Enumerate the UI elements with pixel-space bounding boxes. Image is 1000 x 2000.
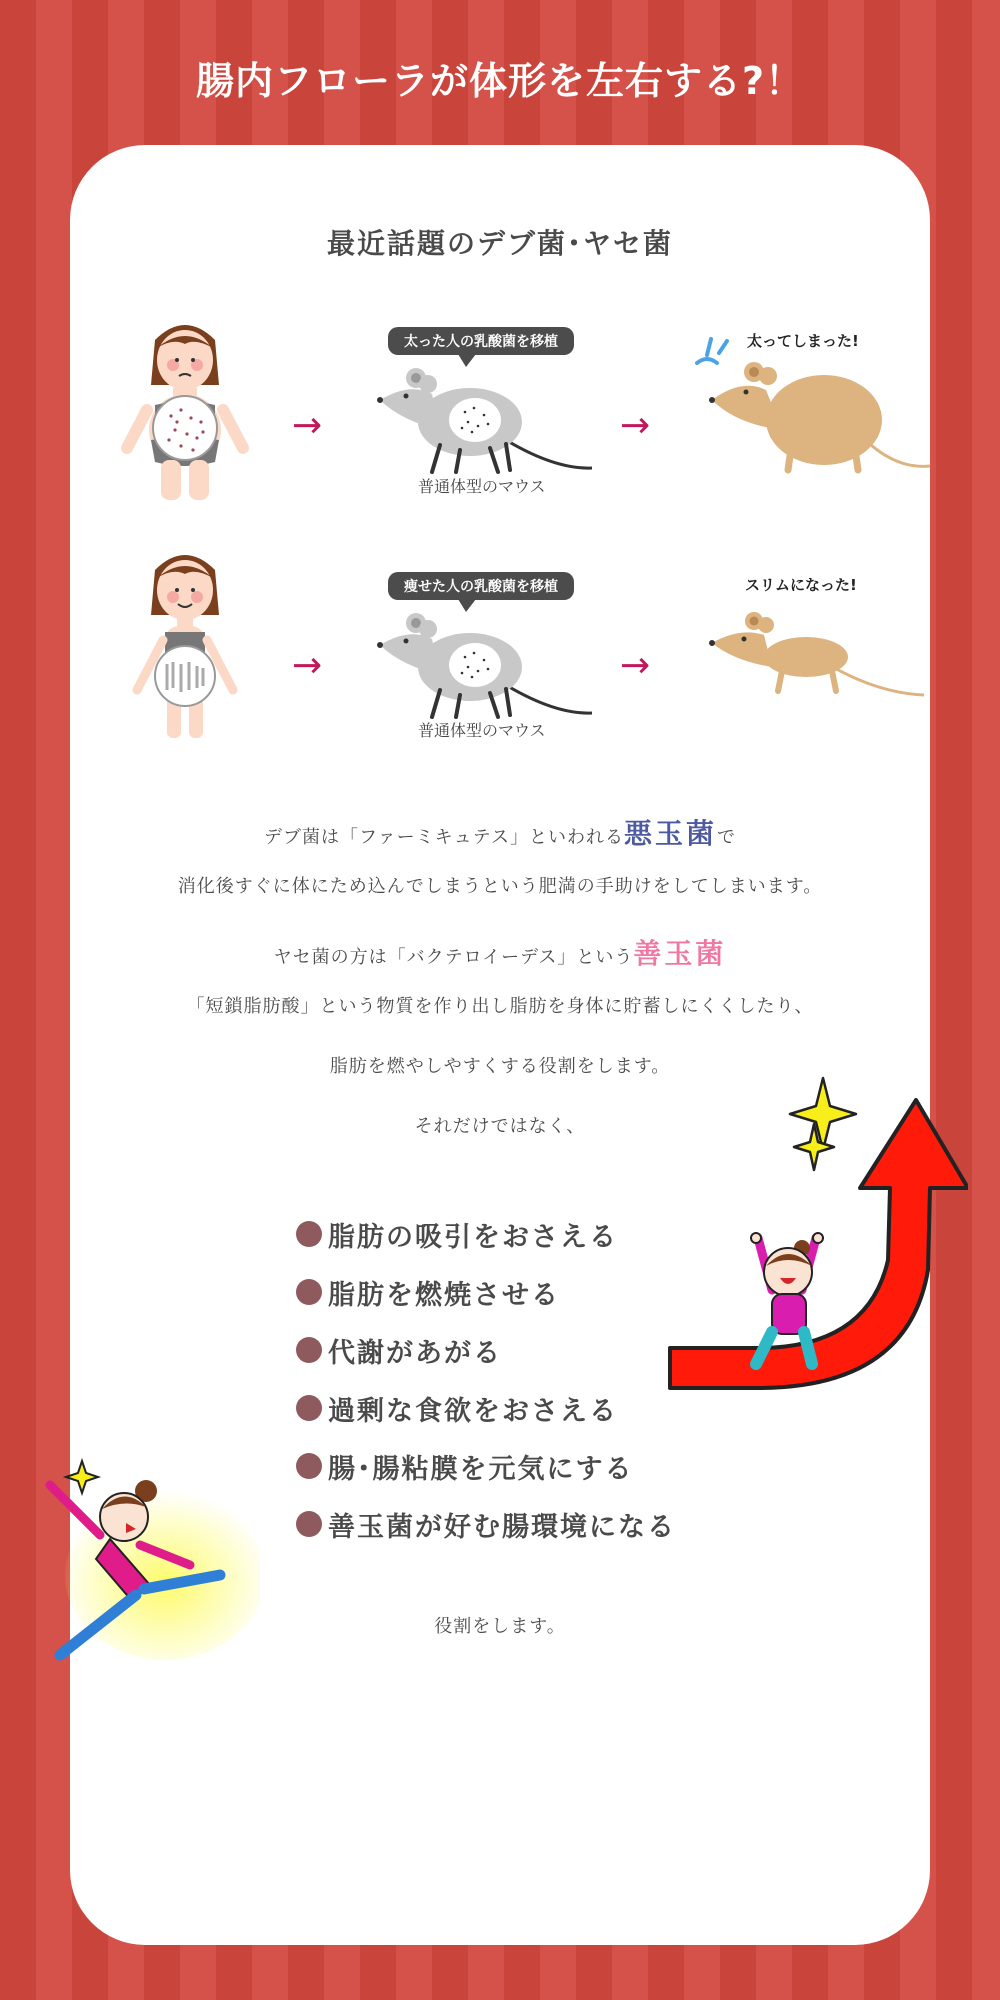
list-item bbox=[296, 1205, 676, 1263]
list-item bbox=[296, 1495, 676, 1553]
description-text: ヤセ菌の方は「バクテロイーデス」という bbox=[273, 947, 634, 968]
description-text: で bbox=[716, 827, 736, 848]
arrow-icon: → bbox=[292, 405, 323, 446]
description-line-3 bbox=[0, 932, 1000, 972]
sparkle-icon bbox=[792, 1122, 836, 1172]
woman-chubby-icon bbox=[115, 310, 255, 510]
list-item bbox=[296, 1437, 676, 1495]
mouse-caption: 普通体型のマウス bbox=[418, 477, 546, 496]
gray-mouse-icon bbox=[370, 605, 595, 720]
arrow-icon: → bbox=[620, 405, 651, 446]
bullet-icon bbox=[296, 1279, 322, 1305]
closing-text: 役割をします。 bbox=[434, 1616, 566, 1637]
bullet-icon bbox=[296, 1395, 322, 1421]
result-slim-label: スリムになった! bbox=[745, 576, 857, 594]
description-line-4: 「短鎖脂肪酸」という物質を作り出し脂肪を身体に貯蓄しにくくしたり、 bbox=[186, 996, 814, 1017]
transplant-bubble-slim: 痩せた人の乳酸菌を移植 bbox=[388, 572, 574, 600]
section-subtitle: 最近話題のデブ菌･ヤセ菌 bbox=[326, 227, 673, 260]
bullet-icon bbox=[296, 1221, 322, 1247]
bullet-icon bbox=[296, 1337, 322, 1363]
list-item bbox=[296, 1379, 676, 1437]
list-item-label: 腸･腸粘膜を元気にする bbox=[328, 1453, 634, 1485]
list-item-label: 善玉菌が好む腸環境になる bbox=[328, 1511, 676, 1543]
benefits-list bbox=[296, 1205, 676, 1553]
arrow-icon: → bbox=[292, 645, 323, 686]
transplant-bubble-fat: 太った人の乳酸菌を移植 bbox=[388, 327, 574, 355]
arrow-icon: → bbox=[620, 645, 651, 686]
chubby-mouse-icon bbox=[706, 350, 931, 475]
gray-mouse-icon bbox=[370, 360, 595, 475]
page-title: 腸内フローラが体形を左右する?！ bbox=[195, 59, 805, 103]
list-item-label: 代謝があがる bbox=[328, 1337, 502, 1369]
good-bacteria-highlight: 善玉菌 bbox=[633, 937, 727, 970]
list-item bbox=[296, 1263, 676, 1321]
list-item bbox=[296, 1321, 676, 1379]
bullet-icon bbox=[296, 1511, 322, 1537]
bullet-icon bbox=[296, 1453, 322, 1479]
description-line-5: 脂肪を燃やしやすくする役割をします。 bbox=[329, 1056, 671, 1077]
result-fat-label: 太ってしまった! bbox=[747, 332, 859, 350]
description-line-1 bbox=[0, 812, 1000, 852]
list-item-label: 脂肪の吸引をおさえる bbox=[328, 1221, 618, 1253]
list-item-label: 脂肪を燃焼させる bbox=[328, 1279, 560, 1311]
cheering-woman-icon bbox=[742, 1232, 832, 1372]
description-line-2: 消化後すぐに体にため込んでしまうという肥満の手助けをしてしまいます。 bbox=[177, 876, 823, 897]
bad-bacteria-highlight: 悪玉菌 bbox=[623, 817, 717, 850]
woman-slim-icon bbox=[115, 540, 255, 745]
description-text: デブ菌は「ファーミキュテス」といわれる bbox=[264, 827, 624, 848]
slim-mouse-icon bbox=[706, 605, 926, 700]
list-item-label: 過剰な食欲をおさえる bbox=[328, 1395, 618, 1427]
mouse-caption: 普通体型のマウス bbox=[418, 721, 546, 740]
description-line-6: それだけではなく、 bbox=[414, 1116, 586, 1137]
